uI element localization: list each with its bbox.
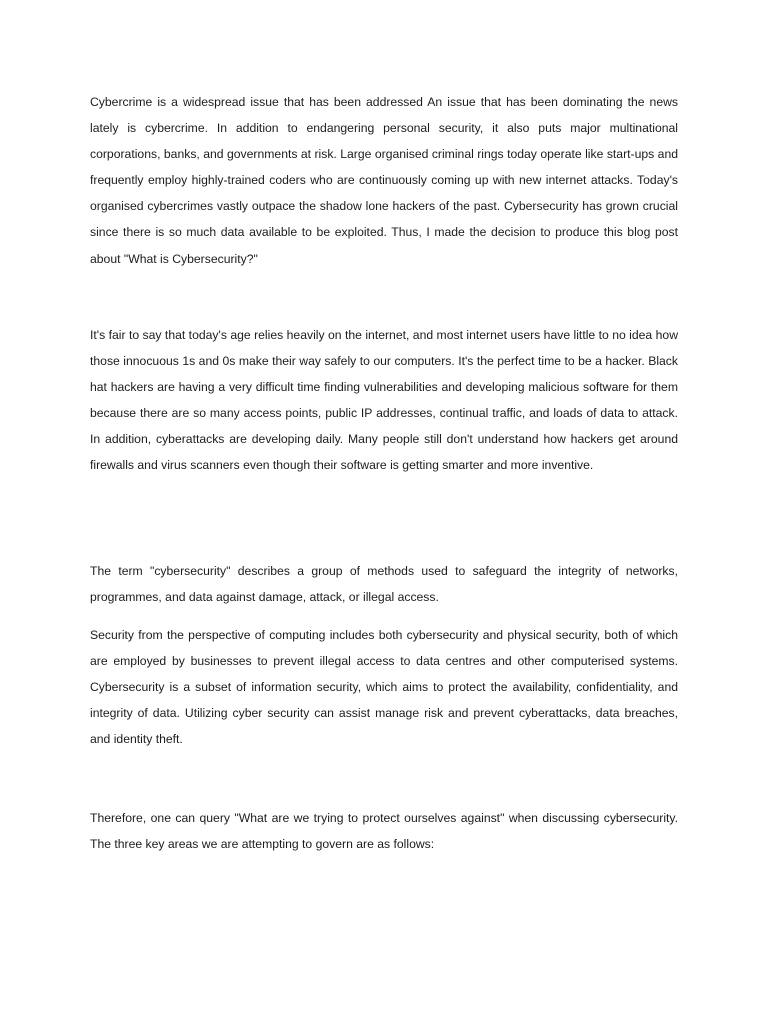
paragraph-cybersecurity-definition: The term "cybersecurity" describes a group of methods used to safeguard the integrity of networks, programmes, and data against damage, attack, or illegal access.	[90, 564, 678, 605]
paragraph-internet-reliance: It's fair to say that today's age relies heavily on the internet, and most internet users have little to no idea how those innocuous 1s and 0s make their way safely to our computers. It's the perfect time to be a hacker. Black hat hackers are having a very difficult time finding vulnerabilities and developing malicious software for them because there are so many access points, public IP addresses, continual traffic, and loads of data to attack. In addition, cyberattacks are developing daily. Many people still don't understand how hackers get around firewalls and virus scanners even though their software is getting smarter and more inventive.	[90, 328, 678, 473]
paragraph-cybercrime-intro: Cybercrime is a widespread issue that has been addressed An issue that has been dominating the news lately is cybercrime. In addition to endangering personal security, it also puts major multinational corporations, banks, and governments at risk. Large organised criminal rings today operate like start-ups and frequently employ highly-trained coders who are continuously coming up with new internet attacks. Today's organised cybercrimes vastly outpace the shadow lone hackers of the past. Cybersecurity has grown crucial since there is so much data available to be exploited. Thus, I made the decision to produce this blog post about "What is Cybersecurity?"	[90, 95, 678, 266]
paragraph-key-areas: Therefore, one can query "What are we trying to protect ourselves against" when discussing cybersecurity. The three key areas we are attempting to govern are as follows:	[90, 811, 678, 852]
paragraph-computing-security: Security from the perspective of computing includes both cybersecurity and physical security, both of which are employed by businesses to prevent illegal access to data centres and other computerised systems. Cybersecurity is a subset of information security, which aims to protect the availability, confidentiality, and integrity of data. Utilizing cyber security can assist manage risk and prevent cyberattacks, data breaches, and identity theft.	[90, 628, 678, 747]
